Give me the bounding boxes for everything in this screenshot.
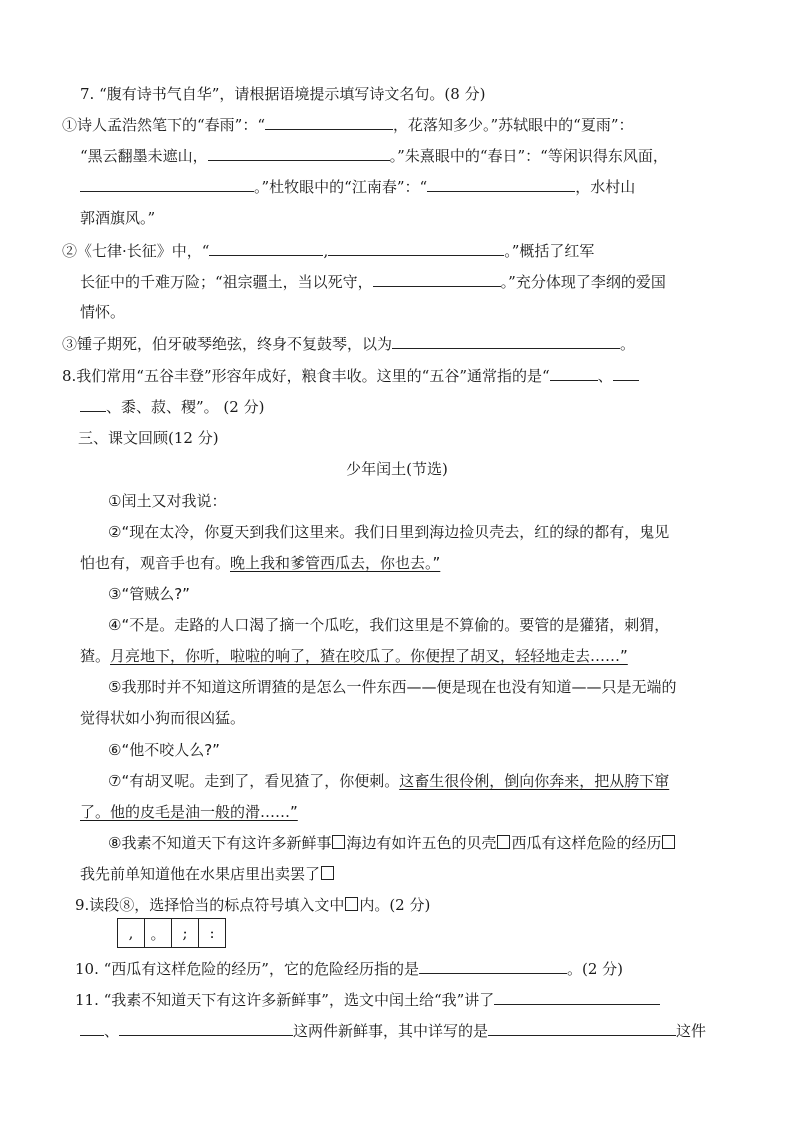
q7-blank-8[interactable]	[392, 334, 620, 349]
passage-para-8-text-d: 我先前单知道他在水果店里出卖罢了	[80, 865, 321, 883]
q7-item1-line4: 郭酒旗风。”	[80, 209, 156, 227]
q8-text-a: 8.我们常用“五谷丰登”形容年成好，粮食丰收。这里的“五谷”通常指的是“	[62, 367, 550, 385]
q8-blank-1[interactable]	[550, 366, 598, 381]
q7-item2-comma: ,	[323, 242, 329, 260]
punct-option-comma[interactable]: ,	[118, 919, 145, 948]
q11-line2	[80, 1021, 706, 1041]
passage-para-8-line1	[108, 833, 676, 853]
q7-blank-1[interactable]	[265, 115, 393, 130]
q7-item1-text-d: 。”朱熹眼中的“春日”：“等闲识得东风面，	[389, 147, 668, 165]
passage-para-8-text-a: ⑧我素不知道天下有这许多新鲜事	[108, 834, 332, 852]
passage-para-2-text: 怕也有，观音手也有。	[80, 554, 231, 572]
q7-item2-text-a: ②《七律·长征》中，“	[62, 242, 210, 260]
q10-text-b: 。(2 分)	[566, 960, 623, 978]
q7-item3-line	[62, 334, 635, 354]
q7-title: 7. “腹有诗书气自华”，请根据语境提示填写诗文名句。(8 分)	[80, 85, 486, 103]
q10-line	[75, 959, 623, 979]
punct-option-period[interactable]: 。	[145, 919, 172, 948]
q11-blank-2[interactable]	[119, 1021, 293, 1036]
q10-text-a: 10. “西瓜有这样危险的经历”，它的危险经历指的是	[75, 960, 419, 978]
q8-text-b: 、	[597, 367, 613, 385]
q7-item1-line2	[80, 146, 668, 166]
passage-para-2-underlined: 晚上我和爹管西瓜去，你也去。”	[230, 554, 441, 572]
q7-blank-6[interactable]	[328, 241, 504, 256]
q7-item2-text-c: 长征中的千难万险；“祖宗疆土，当以死守，	[80, 273, 373, 291]
q9-prompt	[75, 895, 430, 915]
q8-text-c: 、黍、菽、稷”。 (2 分)	[106, 398, 265, 416]
passage-para-6: ⑥“他不咬人么?”	[108, 741, 220, 759]
punct-option-semicolon[interactable]: ;	[172, 919, 199, 948]
q11-blank-1a[interactable]	[494, 990, 660, 1005]
q7-item2-line2	[80, 272, 666, 292]
q8-line1	[62, 366, 639, 386]
q7-item1-text-e: 。”杜牧眼中的“江南春”：“	[254, 178, 428, 196]
q7-blank-7[interactable]	[373, 272, 501, 287]
q7-item1-line1	[62, 115, 634, 135]
passage-para-7-line2	[80, 802, 298, 822]
q9-text-b: 内。(2 分)	[359, 896, 431, 914]
passage-para-7-underlined-a: 这畜生很伶俐，倒向你奔来，把从胯下窜	[399, 772, 670, 790]
q10-blank[interactable]	[419, 959, 567, 974]
punct-box-1[interactable]	[332, 835, 345, 849]
q11-blank-3[interactable]	[488, 1021, 676, 1036]
punct-box-4[interactable]	[321, 866, 334, 880]
q11-line1	[75, 990, 660, 1010]
q9-box-glyph	[345, 897, 358, 911]
passage-para-4-text: 猹。	[80, 647, 111, 665]
q11-text-d: 这件	[676, 1022, 707, 1040]
passage-para-7-line1	[108, 771, 669, 791]
passage-para-2-line1: ②“现在太冷，你夏天到我们这里来。我们日里到海边捡贝壳去，红的绿的都有，鬼见	[108, 523, 670, 541]
passage-title: 少年闰土(节选)	[346, 460, 448, 478]
q7-item3-text-b: 。	[620, 335, 636, 353]
passage-para-7-text: ⑦“有胡叉呢。走到了，看见猹了，你便刺。	[108, 772, 400, 790]
q8-blank-2b[interactable]	[80, 397, 106, 412]
passage-para-2-line2	[80, 553, 440, 573]
passage-para-4-underlined: 月亮地下，你听，啦啦的响了，猹在咬瓜了。你便捏了胡叉，轻轻地走去……”	[110, 647, 628, 665]
q7-item3-text-a: ③锺子期死，伯牙破琴绝弦，终身不复鼓琴，以为	[62, 335, 393, 353]
punct-box-2[interactable]	[497, 835, 510, 849]
q7-item1-text-a: ①诗人孟浩然笔下的“春雨”：“	[62, 116, 266, 134]
section3-heading: 三、课文回顾(12 分)	[78, 429, 219, 447]
punct-box-3[interactable]	[662, 835, 675, 849]
q7-blank-5[interactable]	[209, 241, 323, 256]
passage-para-5-line1: ⑤我那时并不知道这所谓猹的是怎么一件东西——便是现在也没有知道——只是无端的	[108, 678, 677, 696]
passage-para-1: ①闰土又对我说：	[108, 492, 227, 510]
q7-item2-text-d: 。”充分体现了李纲的爱国	[500, 273, 666, 291]
punct-option-colon[interactable]: :	[199, 919, 226, 948]
q8-blank-2a[interactable]	[613, 366, 639, 381]
q7-item1-line3	[80, 177, 635, 197]
q7-blank-3[interactable]	[80, 177, 254, 192]
passage-para-8-text-b: 海边有如许五色的贝壳	[346, 834, 497, 852]
q7-blank-4[interactable]	[427, 177, 575, 192]
passage-para-3: ③“管贼么?”	[108, 585, 190, 603]
passage-para-4-line1: ④“不是。走路的人口渴了摘一个瓜吃，我们这里是不算偷的。要管的是獾猪，刺猬，	[108, 616, 670, 634]
q8-line2	[80, 397, 264, 417]
q9-text-a: 9.读段⑧，选择恰当的标点符号填入文中	[75, 896, 345, 914]
q7-item2-line1	[62, 241, 594, 261]
q11-text-b: 、	[104, 1022, 120, 1040]
q11-text-c: 这两件新鲜事，其中详写的是	[293, 1022, 489, 1040]
passage-para-5-line2: 觉得状如小狗而很凶猛。	[80, 709, 246, 727]
q11-blank-1b[interactable]	[80, 1021, 104, 1036]
q7-blank-2[interactable]	[208, 146, 390, 161]
q7-item2-text-b: 。”概括了红军	[504, 242, 595, 260]
passage-para-8-line2	[80, 864, 335, 884]
passage-para-8-text-c: 西瓜有这样危险的经历	[511, 834, 662, 852]
q7-item1-text-b: ，花落知多少。”苏轼眼中的“夏雨”：	[393, 116, 634, 134]
q11-text-a: 11. “我素不知道天下有这许多新鲜事”，选文中闰土给“我”讲了	[75, 991, 495, 1009]
q7-item2-line3: 情怀。	[80, 303, 126, 321]
q7-item1-text-f: ，水村山	[575, 178, 636, 196]
passage-para-7-underlined-b: 了。他的皮毛是油一般的滑……”	[80, 803, 298, 821]
passage-para-4-line2	[80, 646, 628, 666]
q7-item1-text-c: “黑云翻墨未遮山，	[80, 147, 208, 165]
punctuation-options-table	[117, 918, 226, 948]
